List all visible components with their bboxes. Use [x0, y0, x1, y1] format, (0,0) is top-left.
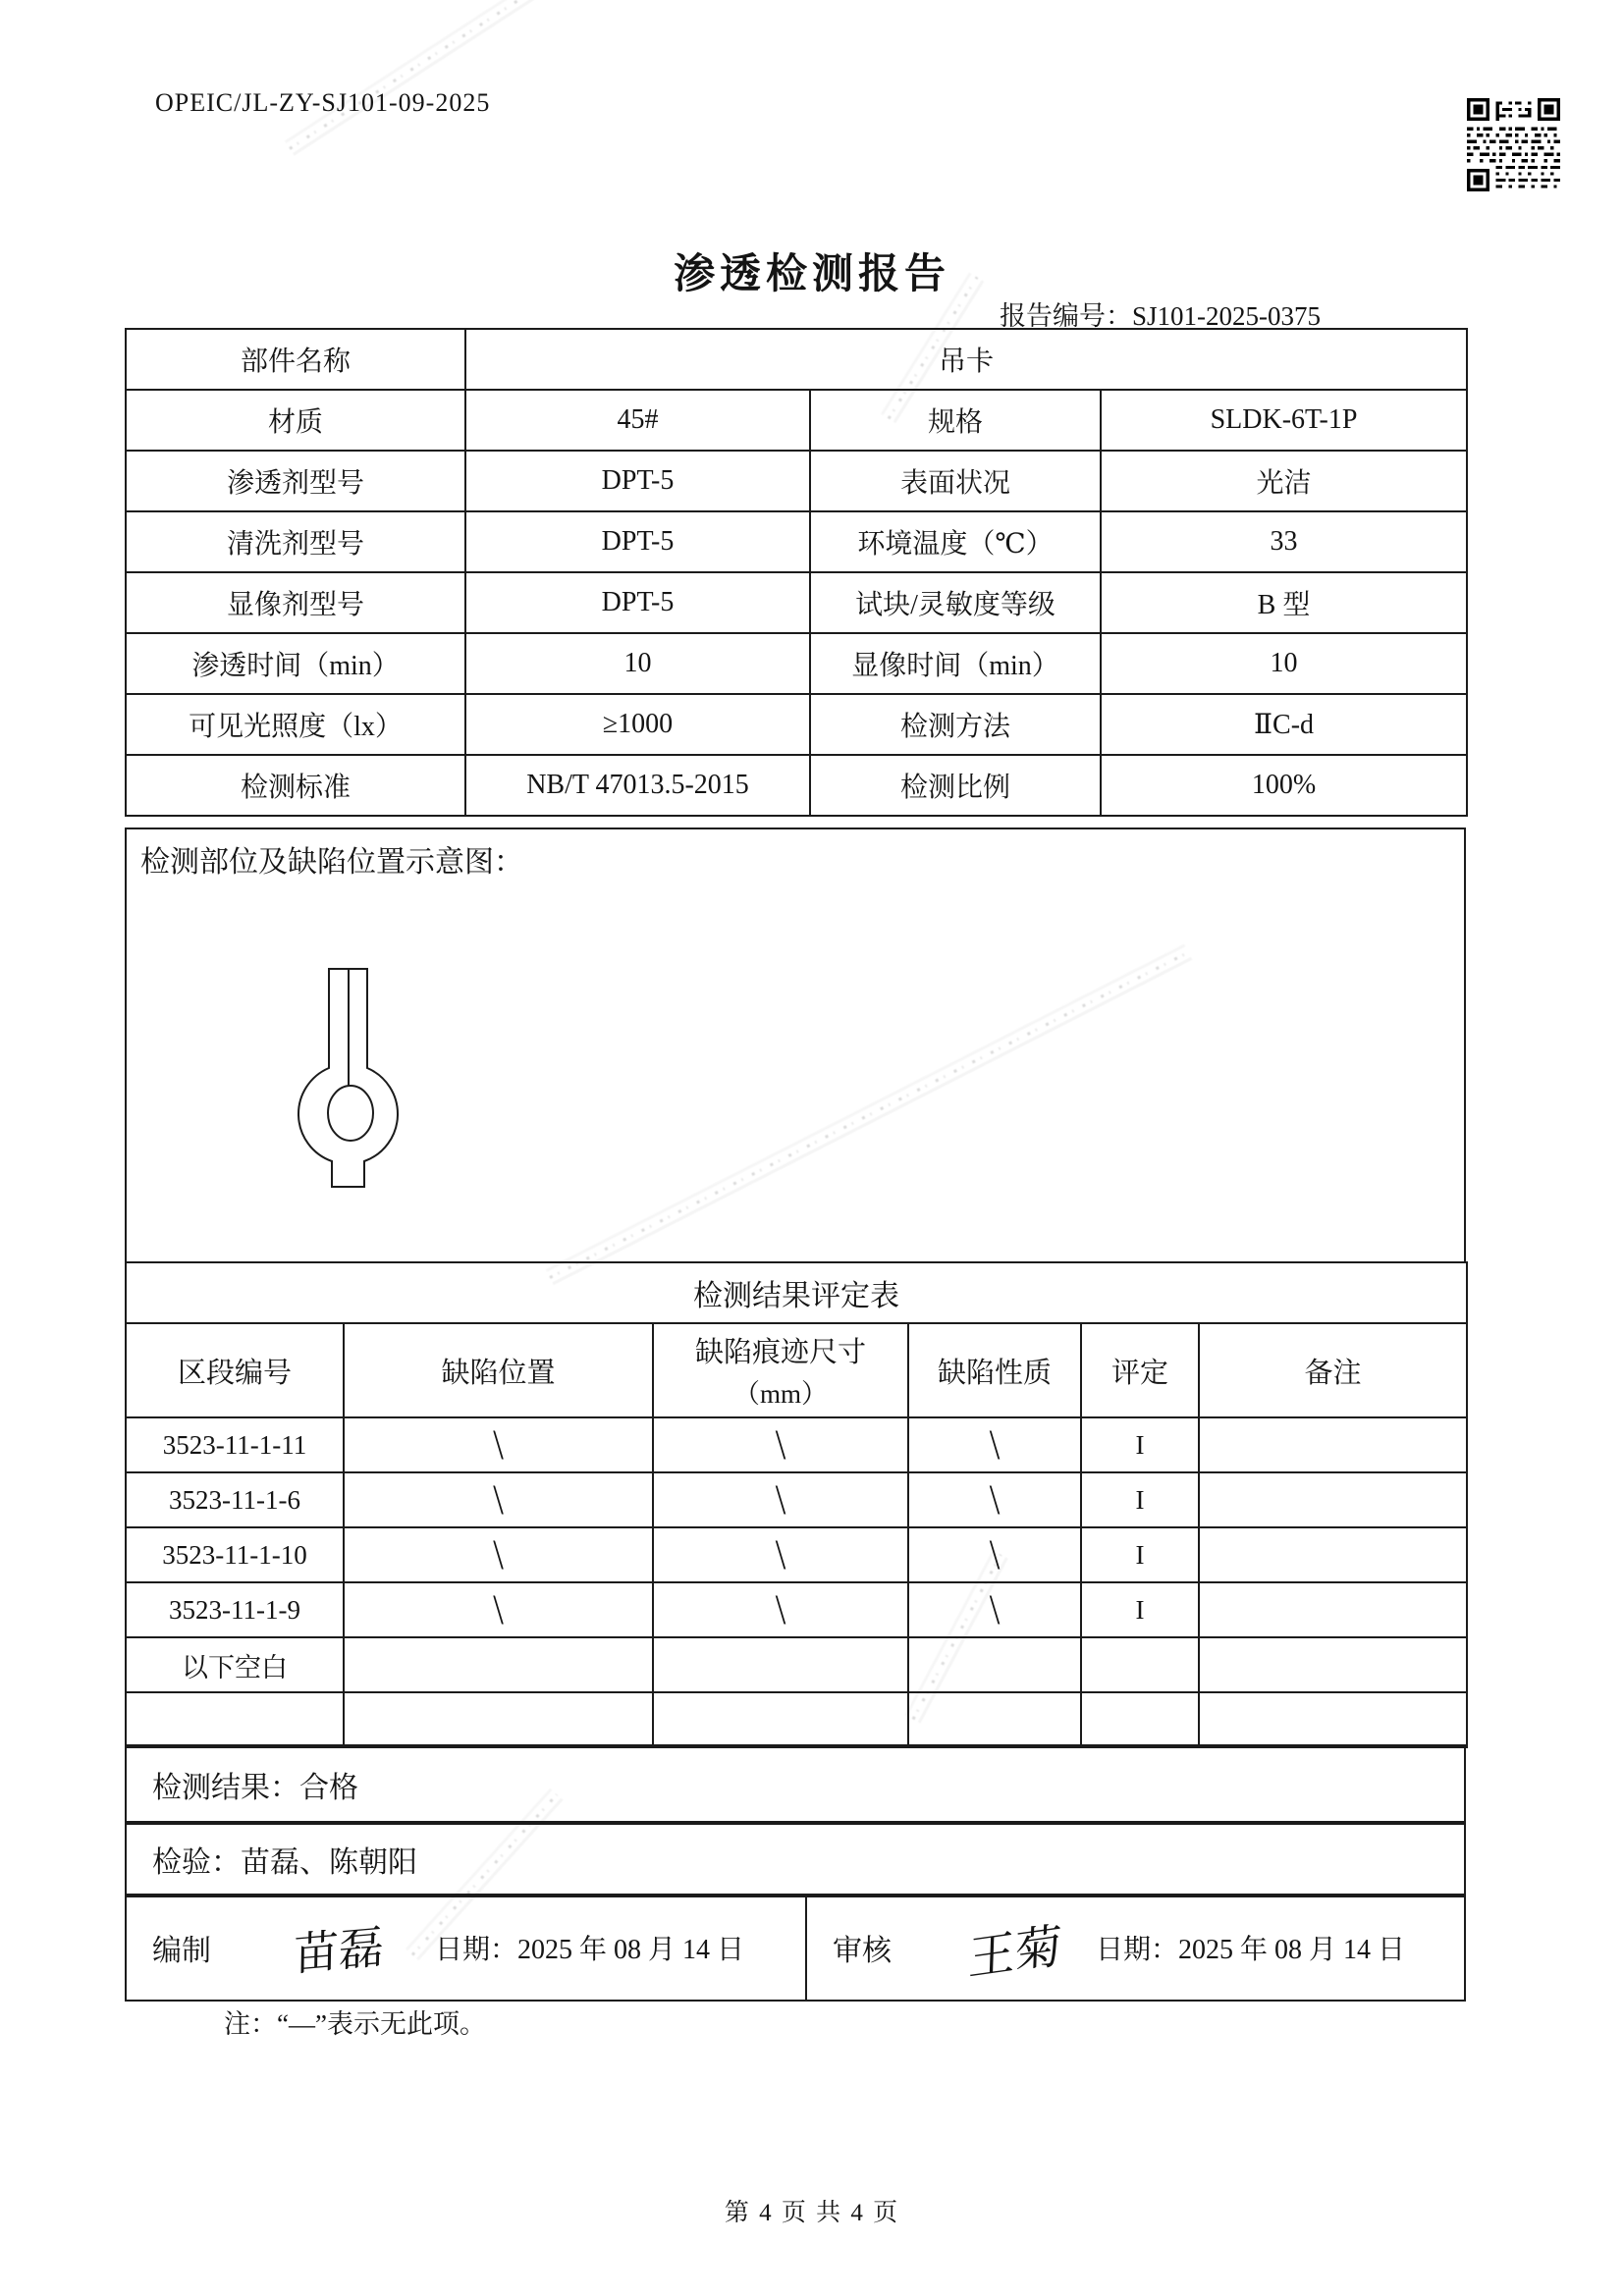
inspectors-row	[125, 1821, 1466, 1897]
info-value: 吊卡	[465, 329, 1467, 390]
cell	[653, 1692, 908, 1747]
info-value: 100%	[1101, 755, 1467, 816]
cell	[1199, 1417, 1467, 1472]
cell	[344, 1692, 653, 1747]
cell	[1081, 1692, 1199, 1747]
reviewed-by-cell	[807, 1896, 1464, 2000]
signature-row	[125, 1894, 1466, 2002]
diagram-section	[125, 828, 1466, 1263]
reviewed-by-signature: 王菊	[967, 1919, 1063, 1986]
table-row	[126, 1323, 1467, 1417]
cell-grade: I	[1081, 1472, 1199, 1527]
watermark-speckle	[289, 0, 537, 150]
cell-blank-below: 以下空白	[126, 1637, 344, 1692]
cell-segment-id: 3523-11-1-9	[126, 1582, 344, 1637]
cell: \	[344, 1417, 653, 1472]
table-row	[126, 451, 1467, 511]
info-label: 表面状况	[810, 451, 1101, 511]
cell	[1199, 1637, 1467, 1692]
table-row	[126, 1527, 1467, 1582]
info-value: SLDK-6T-1P	[1101, 390, 1467, 451]
info-value: 33	[1101, 511, 1467, 572]
reviewed-by-label: 审核	[833, 1935, 892, 1967]
info-value: 10	[1101, 633, 1467, 694]
table-row	[126, 1262, 1467, 1323]
info-label: 检测方法	[810, 694, 1101, 755]
cell: \	[653, 1527, 908, 1582]
table-row	[126, 329, 1467, 390]
column-header: 缺陷位置	[344, 1323, 653, 1417]
cell: \	[653, 1417, 908, 1472]
cell-segment-id: 3523-11-1-10	[126, 1527, 344, 1582]
result-table	[125, 1261, 1468, 1748]
cell: \	[344, 1527, 653, 1582]
column-header: 备注	[1199, 1323, 1467, 1417]
reviewed-date: 日期：2025 年 08 月 14 日	[1096, 1935, 1406, 1965]
part-outline-drawing	[293, 966, 403, 1192]
cell: \	[908, 1582, 1081, 1637]
info-value: NB/T 47013.5-2015	[465, 755, 810, 816]
info-value: 光洁	[1101, 451, 1467, 511]
info-label: 材质	[126, 390, 465, 451]
table-row	[126, 1692, 1467, 1747]
cell	[1199, 1527, 1467, 1582]
info-value: 45#	[465, 390, 810, 451]
diagram-caption: 检测部位及缺陷位置示意图：	[140, 846, 523, 879]
prepared-by-label: 编制	[152, 1935, 211, 1967]
cell: \	[908, 1527, 1081, 1582]
prepared-date: 日期：2025 年 08 月 14 日	[435, 1935, 745, 1965]
cell: \	[908, 1417, 1081, 1472]
cell	[908, 1692, 1081, 1747]
test-result-text: 检测结果：合格	[152, 1772, 358, 1804]
info-value: 10	[465, 633, 810, 694]
table-row	[126, 572, 1467, 633]
document-code: OPEIC/JL-ZY-SJ101-09-2025	[155, 88, 491, 117]
info-label: 部件名称	[126, 329, 465, 390]
table-row	[126, 633, 1467, 694]
cell: \	[653, 1582, 908, 1637]
column-header: 缺陷性质	[908, 1323, 1081, 1417]
cell	[1199, 1692, 1467, 1747]
cell-grade: I	[1081, 1417, 1199, 1472]
info-label: 规格	[810, 390, 1101, 451]
cell	[1199, 1472, 1467, 1527]
info-value: ⅡC-d	[1101, 694, 1467, 755]
info-label: 清洗剂型号	[126, 511, 465, 572]
cell	[653, 1637, 908, 1692]
cell: \	[344, 1582, 653, 1637]
cell-segment-id: 3523-11-1-6	[126, 1472, 344, 1527]
info-value: B 型	[1101, 572, 1467, 633]
prepared-by-cell	[127, 1896, 807, 2000]
prepared-by-signature: 苗磊	[293, 1921, 385, 1981]
info-label: 检测比例	[810, 755, 1101, 816]
column-header: 评定	[1081, 1323, 1199, 1417]
page-title: 渗透检测报告	[673, 249, 950, 297]
table-row	[126, 1637, 1467, 1692]
info-label: 试块/灵敏度等级	[810, 572, 1101, 633]
table-row	[126, 1582, 1467, 1637]
result-table-title: 检测结果评定表	[126, 1262, 1467, 1323]
cell	[344, 1637, 653, 1692]
cell-segment-id: 3523-11-1-11	[126, 1417, 344, 1472]
table-row	[126, 511, 1467, 572]
info-label: 显像剂型号	[126, 572, 465, 633]
info-label: 渗透时间（min）	[126, 633, 465, 694]
table-row	[126, 755, 1467, 816]
info-label: 显像时间（min）	[810, 633, 1101, 694]
footnote: 注：“—”表示无此项。	[224, 2009, 486, 2039]
info-label: 检测标准	[126, 755, 465, 816]
cell	[908, 1637, 1081, 1692]
column-header: 区段编号	[126, 1323, 344, 1417]
cell: \	[653, 1472, 908, 1527]
info-value: DPT-5	[465, 572, 810, 633]
qr-code-icon	[1467, 98, 1560, 191]
info-value: DPT-5	[465, 511, 810, 572]
report-number: 报告编号：SJ101-2025-0375	[1000, 301, 1322, 331]
column-header: 缺陷痕迹尺寸 （mm）	[653, 1323, 908, 1417]
cell	[126, 1692, 344, 1747]
info-label: 环境温度（℃）	[810, 511, 1101, 572]
page-number: 第 4 页 共 4 页	[724, 2200, 900, 2226]
cell	[1199, 1582, 1467, 1637]
table-row	[126, 694, 1467, 755]
info-label: 渗透剂型号	[126, 451, 465, 511]
info-table	[125, 328, 1468, 817]
cell: \	[908, 1472, 1081, 1527]
inspectors-text: 检验：苗磊、陈朝阳	[152, 1846, 417, 1879]
test-result-row	[125, 1744, 1466, 1825]
cell	[1081, 1637, 1199, 1692]
table-row	[126, 390, 1467, 451]
info-label: 可见光照度（lx）	[126, 694, 465, 755]
info-value: ≥1000	[465, 694, 810, 755]
cell-grade: I	[1081, 1582, 1199, 1637]
cell: \	[344, 1472, 653, 1527]
info-value: DPT-5	[465, 451, 810, 511]
table-row	[126, 1472, 1467, 1527]
cell-grade: I	[1081, 1527, 1199, 1582]
table-row	[126, 1417, 1467, 1472]
